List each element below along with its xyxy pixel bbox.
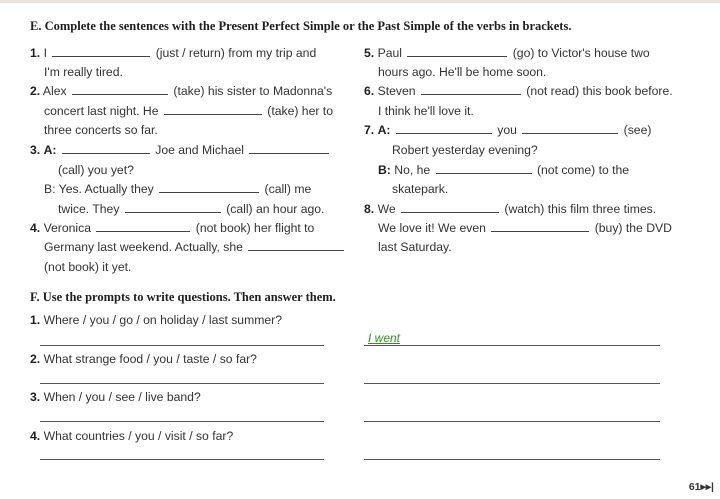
item-number: 4.: [30, 221, 41, 235]
exercise-e-item-5: 5. Paul (go) to Victor's house two: [364, 46, 650, 60]
exercise-f-item-4: 4. What countries / you / visit / so far?: [30, 429, 234, 443]
answer-blank[interactable]: [421, 84, 521, 95]
answer-blank[interactable]: [125, 202, 221, 213]
answer-blank[interactable]: [159, 182, 259, 193]
exercise-e-item-1-line-2: I'm really tired.: [44, 65, 123, 79]
answer-blank[interactable]: [72, 84, 168, 95]
answer-line-4[interactable]: [364, 459, 660, 460]
exercise-e-item-4-line-2: Germany last weekend. Actually, she: [44, 240, 346, 254]
exercise-e-item-2-line-2: concert last night. He (take) her to: [44, 104, 333, 118]
answer-blank[interactable]: [396, 123, 492, 134]
item-number: 3.: [30, 143, 41, 157]
answer-blank[interactable]: [248, 240, 344, 251]
exercise-e-item-2: 2. Alex (take) his sister to Madonna's: [30, 84, 333, 98]
question-line-2[interactable]: [40, 383, 324, 384]
exercise-e-item-8-line-2: We love it! We even (buy) the DVD: [378, 221, 672, 235]
exercise-e-item-7-line-3: B: No, he (not come) to the: [378, 163, 630, 177]
handwritten-answer-1: I went: [368, 331, 401, 345]
answer-blank[interactable]: [249, 143, 329, 154]
answer-line-2[interactable]: [364, 383, 660, 384]
exercise-e-item-7: 7. A: you (see): [364, 123, 652, 137]
answer-blank[interactable]: [96, 221, 190, 232]
answer-blank[interactable]: [52, 46, 150, 57]
exercise-f-item-2: 2. What strange food / you / taste / so far?: [30, 352, 257, 366]
b-text: No, he: [390, 163, 431, 177]
item-number: 5.: [364, 46, 375, 60]
exercise-f-item-1: 1. Where / you / go / on holiday / last summer?: [30, 313, 283, 327]
answer-blank[interactable]: [401, 202, 499, 213]
question-line-4[interactable]: [40, 459, 324, 460]
item-number: 8.: [364, 202, 375, 216]
exercise-e-item-8-line-3: last Saturday.: [378, 240, 452, 254]
answer-blank[interactable]: [62, 143, 150, 154]
section-e-heading: E. Complete the sentences with the Present Perfect Simple or the Past Simple of the verbs in brackets.: [30, 19, 572, 33]
exercise-e-item-3: 3. A: Joe and Michael: [30, 143, 331, 157]
next-page-arrows-icon: ▸▸|: [700, 481, 714, 493]
answer-blank[interactable]: [436, 163, 532, 174]
exercise-e-item-1: 1. I (just / return) from my trip and: [30, 46, 317, 60]
question-line-1[interactable]: [40, 345, 324, 346]
item-number: 7.: [364, 123, 375, 137]
answer-blank[interactable]: [491, 221, 589, 232]
exercise-e-item-6: 6. Steven (not read) this book before.: [364, 84, 673, 98]
exercise-e-item-4-line-3: (not book) it yet.: [44, 260, 132, 274]
exercise-f-item-3: 3. When / you / see / live band?: [30, 390, 201, 404]
exercise-e-item-2-line-3: three concerts so far.: [44, 123, 158, 137]
exercise-e-item-5-line-2: hours ago. He'll be home soon.: [378, 65, 547, 79]
item-number: 6.: [364, 84, 375, 98]
exercise-e-item-3-line-3: B: Yes. Actually they (call) me: [44, 182, 312, 196]
item-number: 1.: [30, 46, 41, 60]
page-number: 61▸▸|: [688, 481, 714, 493]
exercise-e-item-8: 8. We (watch) this film three times.: [364, 202, 657, 216]
exercise-e-item-6-line-2: I think he'll love it.: [378, 104, 474, 118]
exercise-e-item-7-line-2: Robert yesterday evening?: [392, 143, 538, 157]
exercise-e-item-7-line-4: skatepark.: [392, 182, 449, 196]
exercise-e-item-3-line-2: (call) you yet?: [58, 163, 134, 177]
item-number: 2.: [30, 84, 41, 98]
top-margin-band: [0, 0, 720, 3]
answer-line-1[interactable]: [364, 345, 660, 346]
exercise-e-item-3-line-4: twice. They (call) an hour ago.: [58, 202, 325, 216]
question-line-3[interactable]: [40, 421, 324, 422]
answer-blank[interactable]: [164, 104, 262, 115]
exercise-e-item-4: 4. Veronica (not book) her flight to: [30, 221, 315, 235]
answer-blank[interactable]: [522, 123, 618, 134]
section-f-heading: F. Use the prompts to write questions. Then answer them.: [30, 290, 336, 304]
answer-blank[interactable]: [407, 46, 507, 57]
answer-line-3[interactable]: [364, 421, 660, 422]
